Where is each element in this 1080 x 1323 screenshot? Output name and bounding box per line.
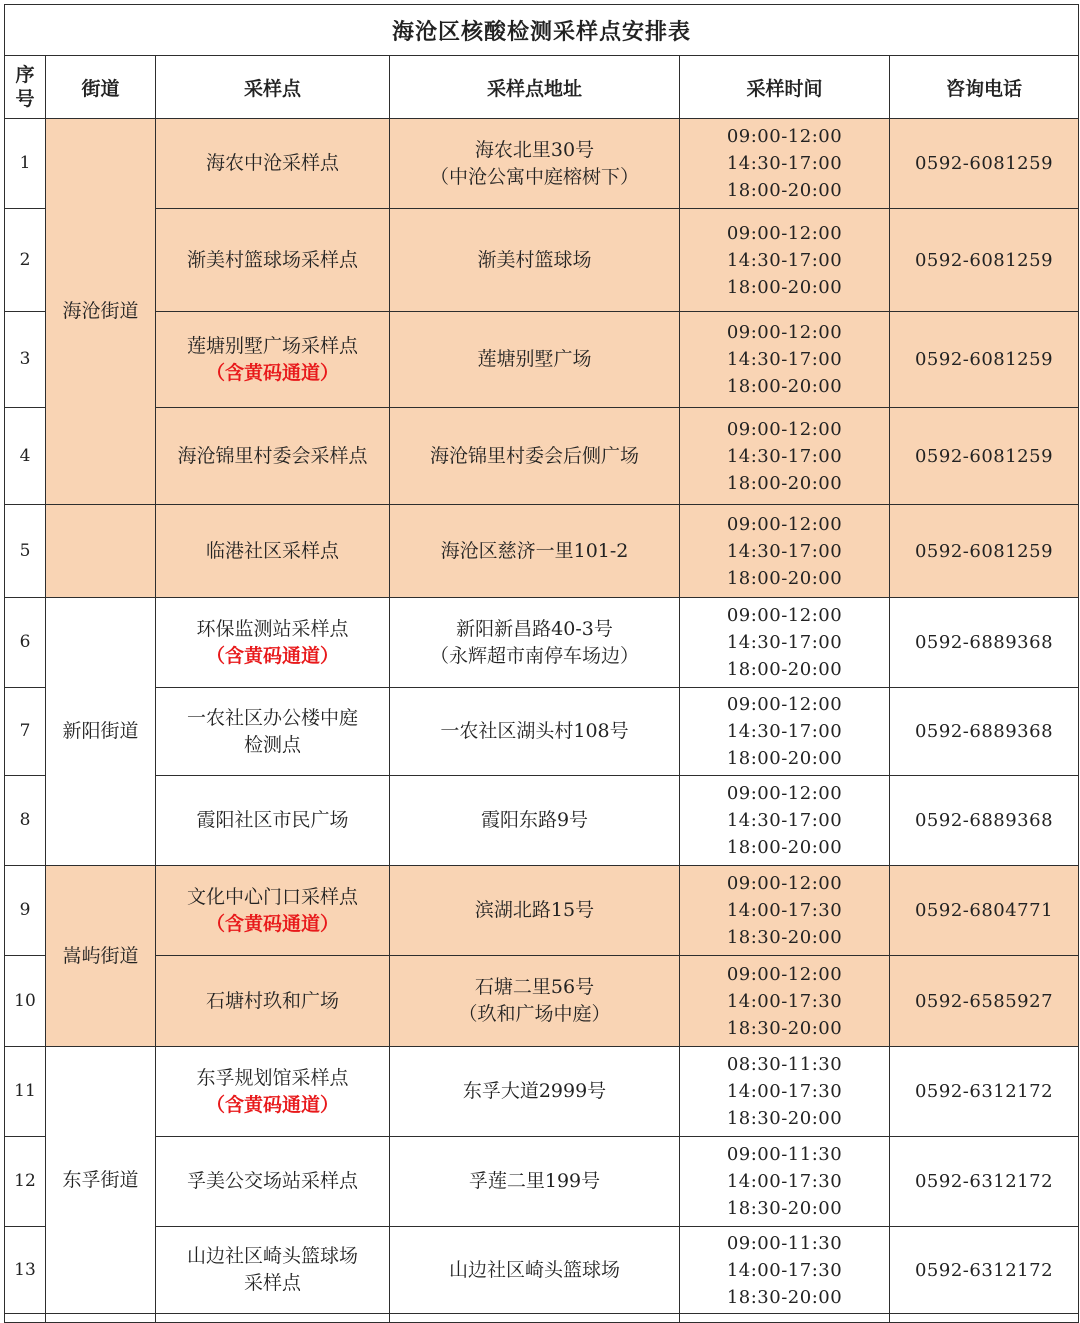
- empty-cell: [390, 1314, 680, 1323]
- time-slot: 18:00-20:00: [726, 180, 843, 201]
- time-slot: 14:30-17:00: [726, 249, 843, 271]
- site-cell: [156, 119, 390, 209]
- time-cell: [680, 408, 890, 505]
- address-cell: [390, 408, 680, 505]
- address-cell: [390, 1047, 680, 1137]
- time-slot: 09:00-11:30: [726, 1232, 843, 1254]
- address-line: 海沧区慈济一里101-2: [440, 539, 629, 562]
- site-name-line: 山边社区崎头篮球场: [186, 1245, 358, 1267]
- table-row: [5, 776, 1079, 866]
- address-cell: [390, 598, 680, 688]
- time-cell: [680, 119, 890, 209]
- site-cell: [156, 866, 390, 956]
- empty-cell: [46, 1314, 156, 1323]
- site-cell: [156, 688, 390, 776]
- site-cell: [156, 209, 390, 312]
- time-cell: [680, 1047, 890, 1137]
- time-slot: 09:00-11:30: [726, 1144, 843, 1165]
- table-body: [5, 119, 1079, 1323]
- site-cell: [156, 312, 390, 408]
- time-cell: [680, 1227, 890, 1314]
- table-row: [5, 598, 1079, 688]
- time-slot: 09:00-12:00: [726, 605, 843, 626]
- row-number: 10: [5, 956, 46, 1047]
- address-line: 新阳新昌路40-3号: [456, 617, 613, 640]
- address-line: 海农北里30号: [474, 138, 595, 161]
- time-slot: 18:30-20:00: [726, 1198, 843, 1219]
- table-row: [5, 312, 1079, 408]
- site-name-line: 临港社区采样点: [205, 539, 339, 562]
- time-cell: [680, 776, 890, 866]
- yellow-code-badge: （含黄码通道）: [205, 361, 339, 384]
- yellow-code-badge: （含黄码通道）: [205, 1093, 339, 1116]
- address-line: 海沧锦里村委会后侧广场: [429, 444, 639, 467]
- header-street: 街道: [46, 56, 156, 119]
- phone-cell: 0592-6081259: [890, 312, 1079, 408]
- header-row: [5, 56, 1079, 119]
- address-cell: [390, 688, 680, 776]
- site-cell: [156, 776, 390, 866]
- time-slot: 18:00-20:00: [726, 748, 843, 769]
- row-number: 8: [5, 776, 46, 866]
- table-row: [5, 408, 1079, 505]
- phone-cell: 0592-6312172: [890, 1047, 1079, 1137]
- phone-cell: 0592-6312172: [890, 1227, 1079, 1314]
- row-number: 3: [5, 312, 46, 408]
- address-line: 霞阳东路9号: [480, 809, 589, 831]
- time-slot: 09:00-12:00: [726, 513, 843, 535]
- address-cell: [390, 505, 680, 598]
- site-cell: [156, 505, 390, 598]
- phone-cell: 0592-6312172: [890, 1137, 1079, 1227]
- time-slot: 18:30-20:00: [726, 1286, 843, 1308]
- time-slot: 18:30-20:00: [726, 927, 843, 948]
- time-cell: [680, 598, 890, 688]
- phone-cell: 0592-6889368: [890, 688, 1079, 776]
- time-slot: 09:00-12:00: [726, 694, 843, 715]
- time-slot: 14:30-17:00: [726, 349, 843, 370]
- table-row: [5, 505, 1079, 598]
- site-name-line: 环保监测站采样点: [196, 617, 349, 640]
- row-number: 6: [5, 598, 46, 688]
- address-line: 滨湖北路15号: [474, 899, 595, 921]
- site-name-line: 文化中心门口采样点: [186, 885, 358, 908]
- phone-cell: 0592-6081259: [890, 209, 1079, 312]
- address-cell: [390, 312, 680, 408]
- site-name-line: 霞阳社区市民广场: [196, 809, 349, 831]
- table-row: [5, 119, 1079, 209]
- row-number: 2: [5, 209, 46, 312]
- phone-cell: 0592-6081259: [890, 119, 1079, 209]
- phone-cell: 0592-6081259: [890, 505, 1079, 598]
- site-cell: [156, 1227, 390, 1314]
- table-row: [5, 1227, 1079, 1314]
- site-name-line: 渐美村篮球场采样点: [186, 248, 358, 271]
- table-row: [5, 1137, 1079, 1227]
- address-line: （中沧公寓中庭榕树下）: [429, 165, 639, 188]
- site-name-line: 检测点: [243, 733, 301, 756]
- time-slot: 14:00-17:30: [726, 900, 843, 921]
- street-cell: 新阳街道: [46, 598, 156, 866]
- address-cell: [390, 1227, 680, 1314]
- header-time: 采样时间: [680, 56, 890, 119]
- time-cell: [680, 505, 890, 598]
- row-number: 11: [5, 1047, 46, 1137]
- row-number: 1: [5, 119, 46, 209]
- time-slot: 18:30-20:00: [726, 1108, 843, 1129]
- site-name-line: 采样点: [243, 1272, 301, 1294]
- time-cell: [680, 956, 890, 1047]
- address-cell: [390, 776, 680, 866]
- time-slot: 14:30-17:00: [726, 721, 843, 742]
- time-cell: [680, 866, 890, 956]
- time-slot: 09:00-12:00: [726, 418, 843, 440]
- site-name-line: 石塘村玖和广场: [205, 989, 339, 1012]
- site-name-line: 海农中沧采样点: [205, 152, 339, 174]
- time-slot: 14:30-17:00: [726, 153, 843, 174]
- table-row: [5, 688, 1079, 776]
- address-cell: [390, 1137, 680, 1227]
- empty-cell: [890, 1314, 1079, 1323]
- row-number: 13: [5, 1227, 46, 1314]
- header-address: 采样点地址: [390, 56, 680, 119]
- phone-cell: 0592-6889368: [890, 776, 1079, 866]
- time-slot: 14:00-17:30: [726, 1259, 843, 1281]
- site-name-line: 孚美公交场站采样点: [186, 1170, 358, 1192]
- address-line: 渐美村篮球场: [477, 248, 592, 271]
- time-cell: [680, 688, 890, 776]
- row-number: 7: [5, 688, 46, 776]
- phone-cell: 0592-6585927: [890, 956, 1079, 1047]
- header-phone: 咨询电话: [890, 56, 1079, 119]
- sampling-site-table: [4, 4, 1079, 1323]
- header-site: 采样点: [156, 56, 390, 119]
- address-line: 石塘二里56号: [474, 976, 595, 998]
- site-cell: [156, 598, 390, 688]
- address-line: （永辉超市南停车场边）: [429, 644, 639, 667]
- time-slot: 18:00-20:00: [726, 376, 843, 397]
- yellow-code-badge: （含黄码通道）: [205, 644, 339, 667]
- header-seq-line-2: 号: [15, 88, 35, 110]
- time-slot: 09:00-12:00: [726, 783, 843, 804]
- table-row: [5, 866, 1079, 956]
- time-slot: 08:30-11:30: [726, 1054, 843, 1075]
- site-name-line: 一农社区办公楼中庭: [186, 706, 358, 729]
- time-slot: 18:30-20:00: [726, 1017, 843, 1039]
- yellow-code-badge: （含黄码通道）: [205, 912, 339, 935]
- row-number: 4: [5, 408, 46, 505]
- phone-cell: 0592-6804771: [890, 866, 1079, 956]
- time-cell: [680, 209, 890, 312]
- address-line: （玖和广场中庭）: [458, 1003, 611, 1025]
- site-cell: [156, 408, 390, 505]
- time-slot: 18:00-20:00: [726, 837, 843, 858]
- time-slot: 18:00-20:00: [726, 659, 843, 680]
- time-slot: 09:00-12:00: [726, 322, 843, 343]
- site-cell: [156, 1137, 390, 1227]
- address-line: 山边社区崎头篮球场: [448, 1258, 620, 1281]
- time-slot: 18:00-20:00: [726, 276, 843, 298]
- time-slot: 14:00-17:30: [726, 1171, 843, 1192]
- street-cell: 东孚街道: [46, 1047, 156, 1314]
- header-seq-line-1: 序: [15, 64, 35, 86]
- time-slot: 14:30-17:00: [726, 445, 843, 467]
- address-cell: [390, 956, 680, 1047]
- street-cell: [46, 505, 156, 598]
- site-name-line: 东孚规划馆采样点: [196, 1066, 349, 1089]
- empty-cell: [156, 1314, 390, 1323]
- row-number: 9: [5, 866, 46, 956]
- address-cell: [390, 209, 680, 312]
- row-number: 5: [5, 505, 46, 598]
- row-number: 12: [5, 1137, 46, 1227]
- table-row: [5, 1047, 1079, 1137]
- time-cell: [680, 1137, 890, 1227]
- time-slot: 09:00-12:00: [726, 126, 843, 147]
- table-row-cutoff: [5, 1314, 1079, 1323]
- time-slot: 18:00-20:00: [726, 472, 843, 494]
- street-cell: 嵩屿街道: [46, 866, 156, 1047]
- address-line: 孚莲二里199号: [468, 1170, 601, 1192]
- street-cell: 海沧街道: [46, 119, 156, 505]
- time-slot: 09:00-12:00: [726, 873, 843, 894]
- address-line: 东孚大道2999号: [462, 1080, 607, 1102]
- time-slot: 14:30-17:00: [726, 540, 843, 562]
- address-line: 莲塘别墅广场: [477, 348, 592, 370]
- address-line: 一农社区湖头村108号: [440, 720, 629, 742]
- table-row: [5, 956, 1079, 1047]
- site-cell: [156, 1047, 390, 1137]
- table-row: [5, 209, 1079, 312]
- site-cell: [156, 956, 390, 1047]
- address-cell: [390, 119, 680, 209]
- time-slot: 14:30-17:00: [726, 810, 843, 831]
- time-slot: 09:00-12:00: [726, 963, 843, 985]
- table-title: 海沧区核酸检测采样点安排表: [5, 5, 1079, 56]
- empty-cell: [680, 1314, 890, 1323]
- time-slot: 14:00-17:30: [726, 990, 843, 1012]
- phone-cell: 0592-6889368: [890, 598, 1079, 688]
- header-seq: [5, 56, 46, 119]
- address-cell: [390, 866, 680, 956]
- time-slot: 09:00-12:00: [726, 222, 843, 244]
- phone-cell: 0592-6081259: [890, 408, 1079, 505]
- site-name-line: 海沧锦里村委会采样点: [177, 444, 368, 467]
- time-slot: 14:00-17:30: [726, 1081, 843, 1102]
- empty-cell: [5, 1314, 46, 1323]
- time-slot: 18:00-20:00: [726, 567, 843, 589]
- site-name-line: 莲塘别墅广场采样点: [186, 334, 358, 357]
- time-slot: 14:30-17:00: [726, 632, 843, 653]
- time-cell: [680, 312, 890, 408]
